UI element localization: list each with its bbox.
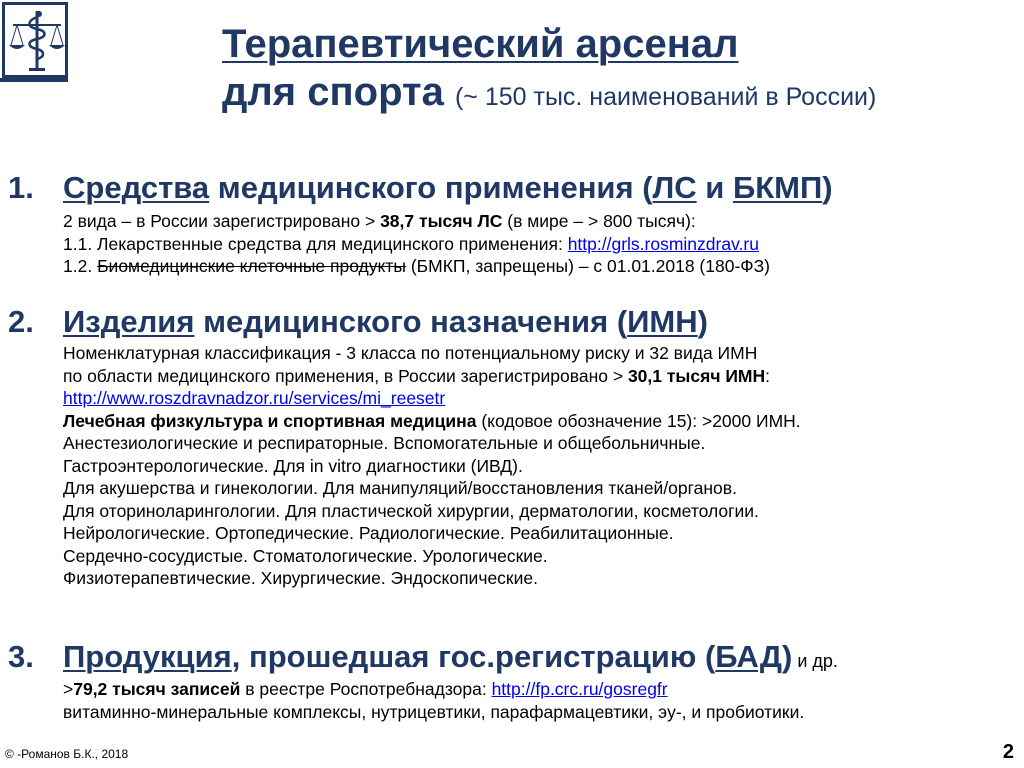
section-3-body bbox=[63, 678, 804, 723]
heading-abbr-bad: БАД bbox=[715, 639, 783, 674]
section-1-body bbox=[63, 210, 770, 278]
bold-stat: 30,1 тысяч ИМН bbox=[627, 365, 766, 386]
page-number: 2 bbox=[1002, 741, 1014, 763]
text: (в мире – > 800 тысяч): bbox=[502, 211, 696, 231]
heading-abbr-imn: ИМН bbox=[627, 304, 698, 339]
body-line bbox=[63, 387, 801, 410]
caduceus-scales-logo-icon bbox=[2, 2, 68, 78]
bold-stat: 79,2 тысяч записей bbox=[73, 679, 241, 699]
body-line bbox=[63, 365, 801, 388]
heading-text: и bbox=[696, 170, 733, 205]
section-2-number: 2. bbox=[8, 304, 34, 339]
section-2-body bbox=[63, 342, 801, 590]
body-line: Нейрологические. Ортопедические. Радиологические. Реабилитационные. bbox=[63, 523, 674, 543]
heading-abbr-ls: ЛС bbox=[652, 170, 697, 205]
heading-text: медицинского назначения ( bbox=[194, 304, 628, 339]
heading-text: ) bbox=[697, 304, 708, 339]
section-2-heading bbox=[63, 302, 708, 342]
body-line: Физиотерапевтические. Хирургические. Эндоскопические. bbox=[63, 568, 538, 588]
body-line bbox=[63, 210, 770, 233]
body-line bbox=[63, 678, 804, 701]
text: (кодовое обозначение 15): >2000 ИМН. bbox=[476, 410, 801, 431]
body-line: Анестезиологические и респираторные. Вспомогательные и общебольничные. bbox=[63, 433, 706, 453]
bold-text: Лечебная физкультура и спортивная медицина bbox=[63, 410, 477, 431]
page-title bbox=[222, 20, 1012, 121]
text: (БМКП, запрещены) – с 01.01.2018 (180-ФЗ) bbox=[405, 256, 770, 276]
body-line: Сердечно-сосудистые. Стоматологические. Урологические. bbox=[63, 545, 548, 566]
text: в реестре Роспотребнадзора: bbox=[240, 679, 492, 699]
body-line bbox=[63, 255, 770, 278]
struck-text: Биомедицинские клеточные продукты bbox=[97, 256, 406, 276]
roszdravnadzor-link[interactable]: http://www.roszdravnadzor.ru/services/mi_reesetr bbox=[63, 388, 446, 408]
heading-abbr-bkmp: БКМП bbox=[732, 170, 823, 205]
text: по области медицинского применения, в России зарегистрировано > bbox=[63, 365, 628, 386]
body-line bbox=[63, 410, 801, 433]
text: : bbox=[765, 365, 771, 386]
title-note: (~ 150 тыс. наименований в России) bbox=[454, 83, 877, 111]
heading-suffix: и др. bbox=[792, 651, 838, 671]
text: 1.2. bbox=[63, 256, 98, 276]
copyright-footer: © -Романов Б.К., 2018 bbox=[5, 747, 129, 761]
body-line: Гастроэнтерологические. Для in vitro диагностики (ИВД). bbox=[63, 455, 523, 476]
body-line: Номенклатурная классификация - 3 класса по потенциальному риску и 32 вида ИМН bbox=[63, 343, 758, 363]
section-1-heading bbox=[63, 168, 833, 208]
bold-stat: 38,7 тысяч ЛС bbox=[380, 211, 503, 231]
section-3-number: 3. bbox=[8, 639, 34, 674]
heading-term: Изделия bbox=[63, 304, 195, 339]
text: > bbox=[63, 679, 74, 699]
heading-term: Продукция bbox=[63, 639, 232, 674]
heading-text: ) bbox=[822, 170, 833, 205]
body-line: Для оториноларингологии. Для пластической хирургии, дерматологии, косметологии. bbox=[63, 500, 759, 521]
grls-link[interactable]: http://grls.rosminzdrav.ru bbox=[567, 233, 759, 254]
logo-underline bbox=[0, 78, 68, 82]
heading-term: Средства bbox=[63, 170, 210, 205]
fp-crc-link[interactable]: http://fp.crc.ru/gosregfr bbox=[491, 679, 668, 699]
text: 2 вида – в России зарегистрировано > bbox=[63, 211, 381, 231]
section-3-heading bbox=[63, 637, 838, 681]
body-line: витаминно-минеральные комплексы, нутрицевтики, парафармацевтики, эу-, и пробиотики. bbox=[63, 701, 805, 722]
text: 1.1. Лекарственные средства для медицинского применения: bbox=[63, 233, 568, 254]
body-line bbox=[63, 233, 770, 256]
heading-text: , прошедшая гос.регистрацию ( bbox=[231, 639, 716, 674]
body-line: Для акушерства и гинекологии. Для манипуляций/восстановления тканей/органов. bbox=[63, 478, 737, 498]
section-1-number: 1. bbox=[8, 170, 34, 205]
title-line-2: для спорта bbox=[222, 70, 444, 114]
heading-text: ) bbox=[782, 639, 793, 674]
title-line-1: Терапевтический арсенал bbox=[222, 22, 739, 66]
heading-text: медицинского применения ( bbox=[209, 170, 653, 205]
